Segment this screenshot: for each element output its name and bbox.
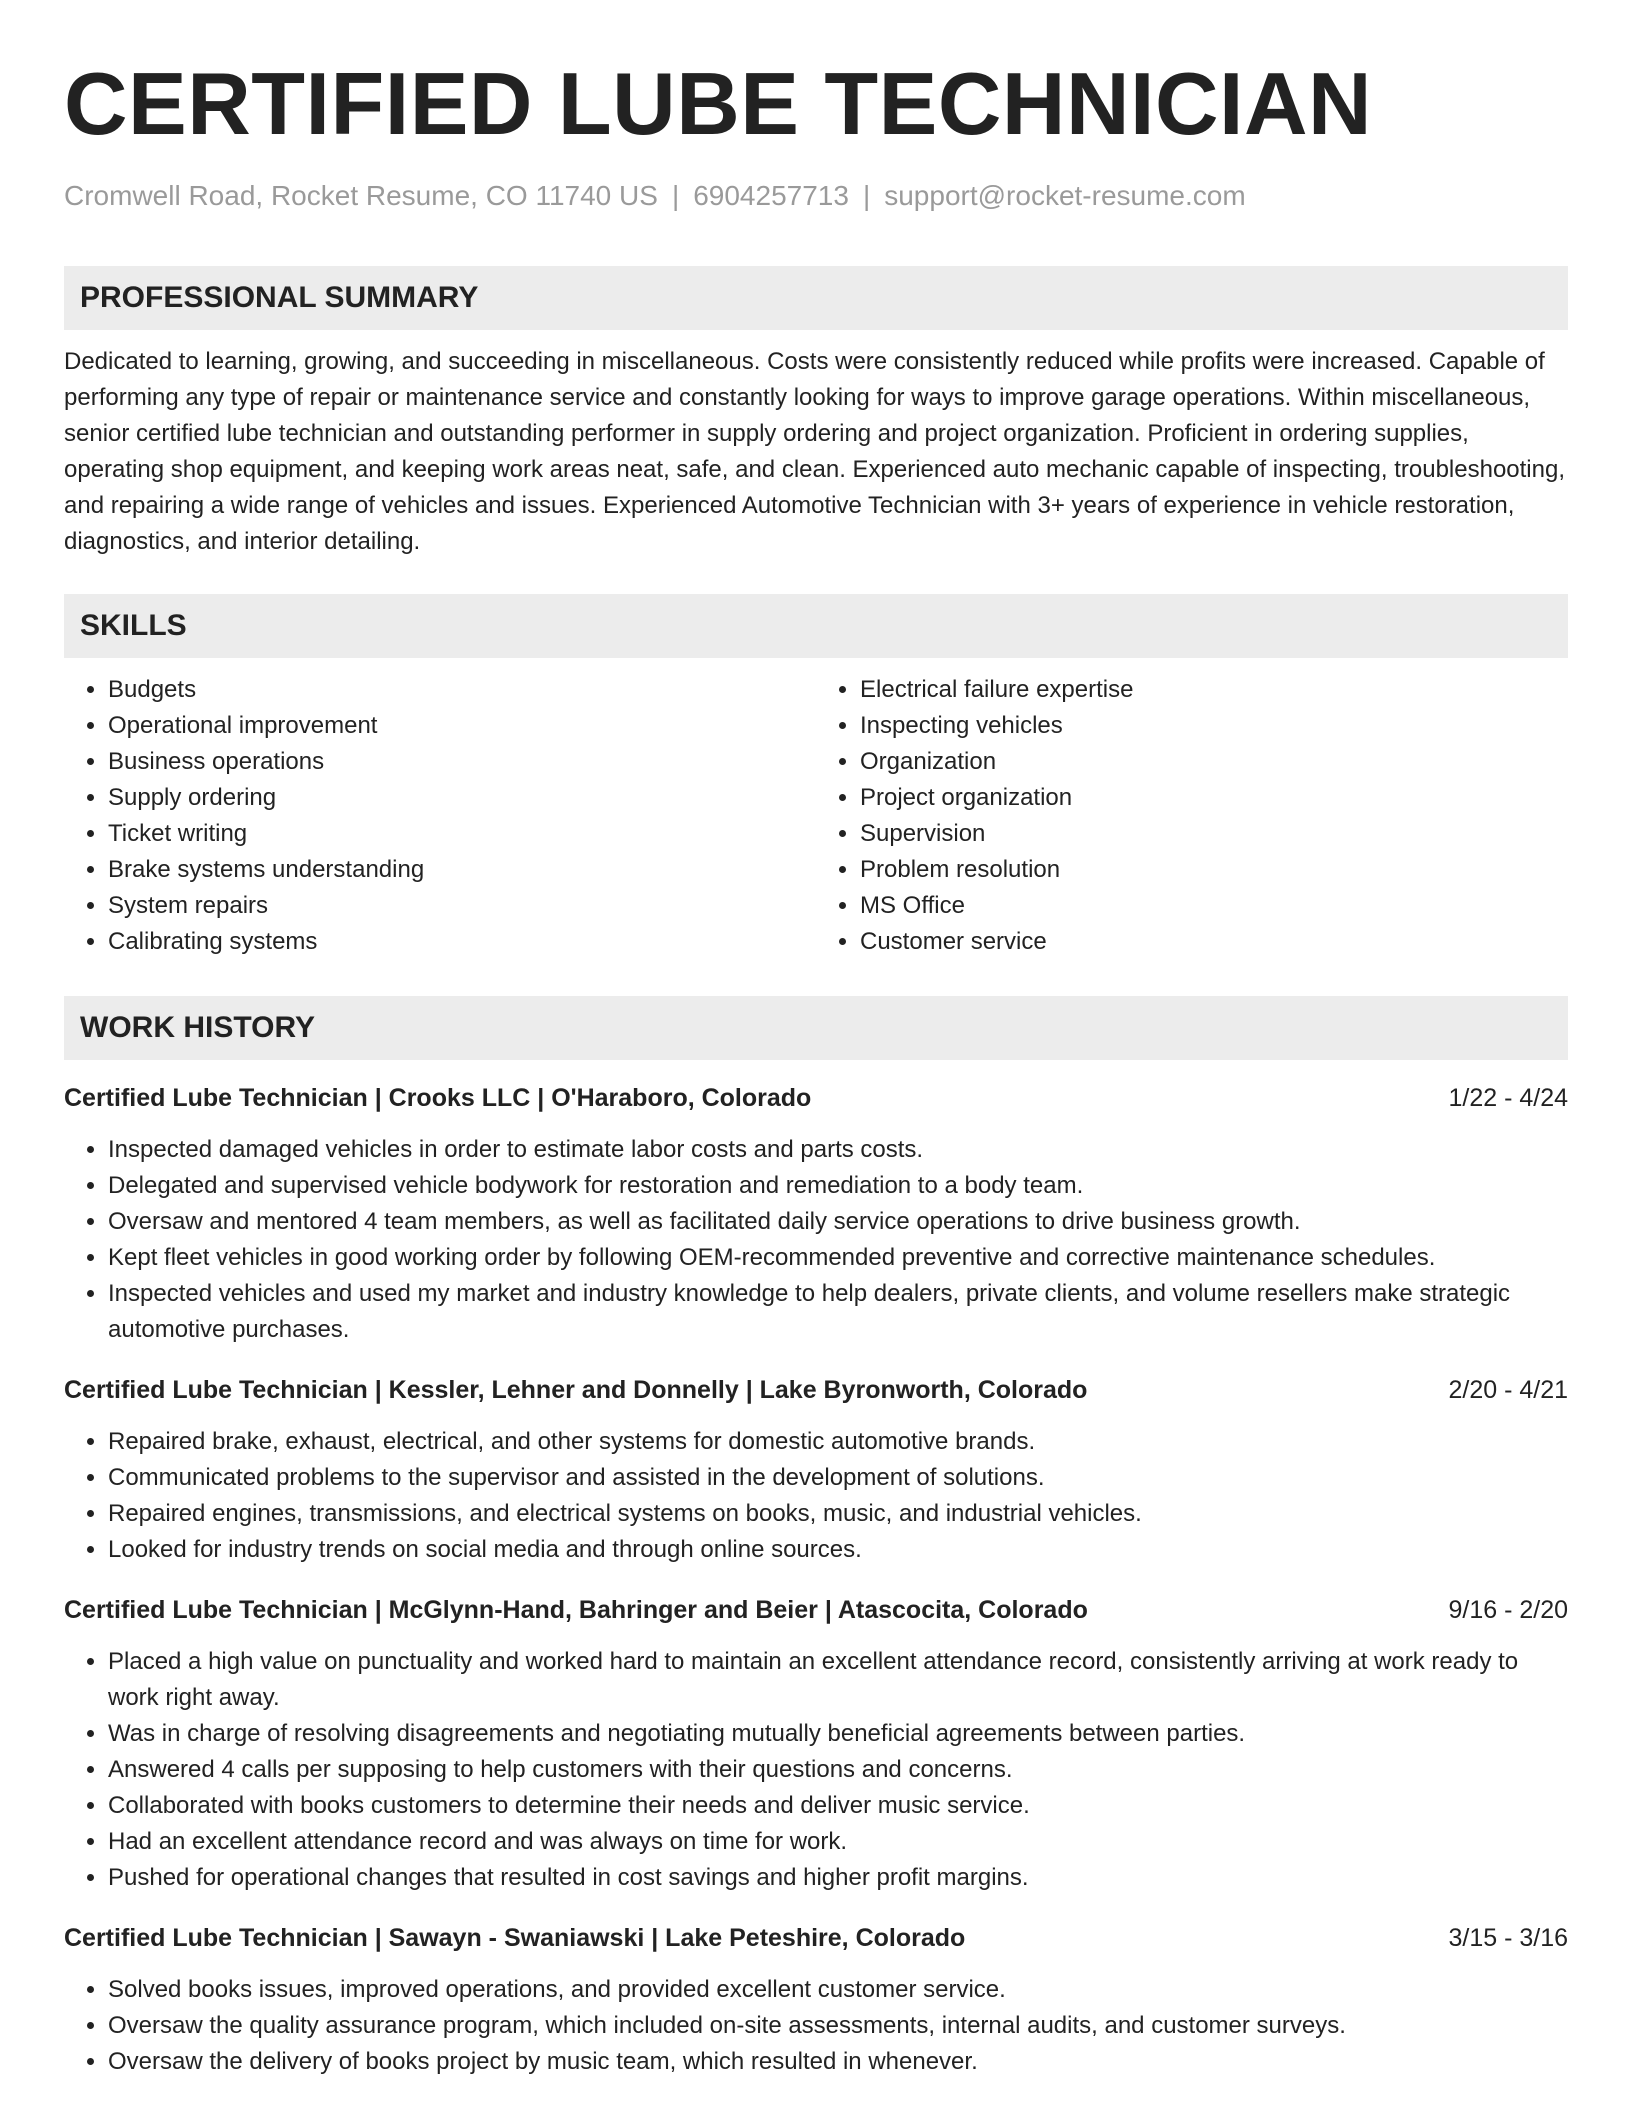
job-bullet: • Answered 4 calls per supposing to help customers with their questions and concerns. bbox=[108, 1752, 1568, 1788]
skills-list bbox=[64, 672, 1568, 960]
contact-separator: | bbox=[671, 180, 680, 211]
job-bullet: • Placed a high value on punctuality and worked hard to maintain an excellent attendance record, consistently arriving at work ready to work right away. bbox=[108, 1644, 1568, 1716]
skill-item: • Supply ordering bbox=[108, 780, 816, 816]
job-entry bbox=[64, 1080, 1568, 1348]
job-dates: 3/15 - 3/16 bbox=[1448, 1924, 1568, 1952]
job-title: Certified Lube Technician | Kessler, Lehner and Donnelly | Lake Byronworth, Colorado bbox=[64, 1376, 1088, 1404]
job-dates: 2/20 - 4/21 bbox=[1448, 1376, 1568, 1404]
job-bullet: • Inspected damaged vehicles in order to estimate labor costs and parts costs. bbox=[108, 1132, 1568, 1168]
skill-item: • Organization bbox=[860, 744, 1568, 780]
skill-item: • Brake systems understanding bbox=[108, 852, 816, 888]
job-bullets bbox=[64, 1972, 1568, 2080]
job-bullet: • Inspected vehicles and used my market and industry knowledge to help dealers, private clients, and volume resellers make strategic automotive purchases. bbox=[108, 1276, 1568, 1348]
job-entry bbox=[64, 1592, 1568, 1896]
job-bullet: • Oversaw and mentored 4 team members, as well as facilitated daily service operations to drive business growth. bbox=[108, 1204, 1568, 1240]
contact-email: support@rocket-resume.com bbox=[884, 180, 1246, 211]
summary-heading: PROFESSIONAL SUMMARY bbox=[64, 266, 1568, 330]
job-title: Certified Lube Technician | Sawayn - Swaniawski | Lake Peteshire, Colorado bbox=[64, 1924, 966, 1952]
skill-item: • Business operations bbox=[108, 744, 816, 780]
job-title: Certified Lube Technician | Crooks LLC | O'Haraboro, Colorado bbox=[64, 1084, 812, 1112]
skill-item: • Problem resolution bbox=[860, 852, 1568, 888]
job-header bbox=[64, 1372, 1568, 1408]
job-bullet: • Had an excellent attendance record and was always on time for work. bbox=[108, 1824, 1568, 1860]
job-bullet: • Repaired engines, transmissions, and electrical systems on books, music, and industrial vehicles. bbox=[108, 1496, 1568, 1532]
skill-item: • Budgets bbox=[108, 672, 816, 708]
skills-column-right bbox=[816, 672, 1568, 960]
job-bullets bbox=[64, 1424, 1568, 1568]
job-bullet: • Solved books issues, improved operations, and provided excellent customer service. bbox=[108, 1972, 1568, 2008]
job-bullet: • Oversaw the quality assurance program, which included on-site assessments, internal audits, and customer surveys. bbox=[108, 2008, 1568, 2044]
skills-heading: SKILLS bbox=[64, 594, 1568, 658]
job-bullet: • Repaired brake, exhaust, electrical, and other systems for domestic automotive brands. bbox=[108, 1424, 1568, 1460]
skill-item: • System repairs bbox=[108, 888, 816, 924]
resume-title: CERTIFIED LUBE TECHNICIAN bbox=[64, 54, 1373, 153]
contact-address: Cromwell Road, Rocket Resume, CO 11740 US bbox=[64, 180, 658, 211]
job-bullet: • Kept fleet vehicles in good working order by following OEM-recommended preventive and corrective maintenance schedules. bbox=[108, 1240, 1568, 1276]
job-bullets bbox=[64, 1132, 1568, 1348]
skill-item: • Customer service bbox=[860, 924, 1568, 960]
skill-item: • Project organization bbox=[860, 780, 1568, 816]
job-bullets bbox=[64, 1644, 1568, 1896]
job-bullet: • Was in charge of resolving disagreements and negotiating mutually beneficial agreements between parties. bbox=[108, 1716, 1568, 1752]
contact-separator: | bbox=[862, 180, 871, 211]
job-entry bbox=[64, 1372, 1568, 1568]
job-bullet: • Oversaw the delivery of books project by music team, which resulted in whenever. bbox=[108, 2044, 1568, 2080]
job-header bbox=[64, 1592, 1568, 1628]
job-dates: 1/22 - 4/24 bbox=[1448, 1084, 1568, 1112]
job-title: Certified Lube Technician | McGlynn-Hand, Bahringer and Beier | Atascocita, Colorado bbox=[64, 1596, 1088, 1624]
summary-text: Dedicated to learning, growing, and succeeding in miscellaneous. Costs were consistently reduced while profits were increased. Capable of performing any type of repair or maintenance service and constantly looking for ways to improve garage operations. Within miscellaneous, senior certified lube technician and outstanding performer in supply ordering and project organization. Proficient in ordering supplies, operating shop equipment, and keeping work areas neat, safe, and clean. Experienced auto mechanic capable of inspecting, troubleshooting, and repairing a wide range of vehicles and issues. Experienced Automotive Technician with 3+ years of experience in vehicle restoration, diagnostics, and interior detailing. bbox=[64, 348, 1565, 555]
contact-line bbox=[64, 178, 1568, 214]
skill-item: • Operational improvement bbox=[108, 708, 816, 744]
skill-item: • Ticket writing bbox=[108, 816, 816, 852]
work-history-heading: WORK HISTORY bbox=[64, 996, 1568, 1060]
job-header bbox=[64, 1920, 1568, 1956]
job-header bbox=[64, 1080, 1568, 1116]
job-bullet: • Pushed for operational changes that resulted in cost savings and higher profit margins. bbox=[108, 1860, 1568, 1896]
job-bullet: • Communicated problems to the supervisor and assisted in the development of solutions. bbox=[108, 1460, 1568, 1496]
job-dates: 9/16 - 2/20 bbox=[1448, 1596, 1568, 1624]
job-bullet: • Looked for industry trends on social media and through online sources. bbox=[108, 1532, 1568, 1568]
job-bullet: • Delegated and supervised vehicle bodywork for restoration and remediation to a body team. bbox=[108, 1168, 1568, 1204]
skill-item: • Inspecting vehicles bbox=[860, 708, 1568, 744]
contact-phone: 6904257713 bbox=[693, 180, 849, 211]
job-bullet: • Collaborated with books customers to determine their needs and deliver music service. bbox=[108, 1788, 1568, 1824]
skill-item: • MS Office bbox=[860, 888, 1568, 924]
skill-item: • Electrical failure expertise bbox=[860, 672, 1568, 708]
skill-item: • Calibrating systems bbox=[108, 924, 816, 960]
skill-item: • Supervision bbox=[860, 816, 1568, 852]
skills-column-left bbox=[64, 672, 816, 960]
job-entry bbox=[64, 1920, 1568, 2080]
